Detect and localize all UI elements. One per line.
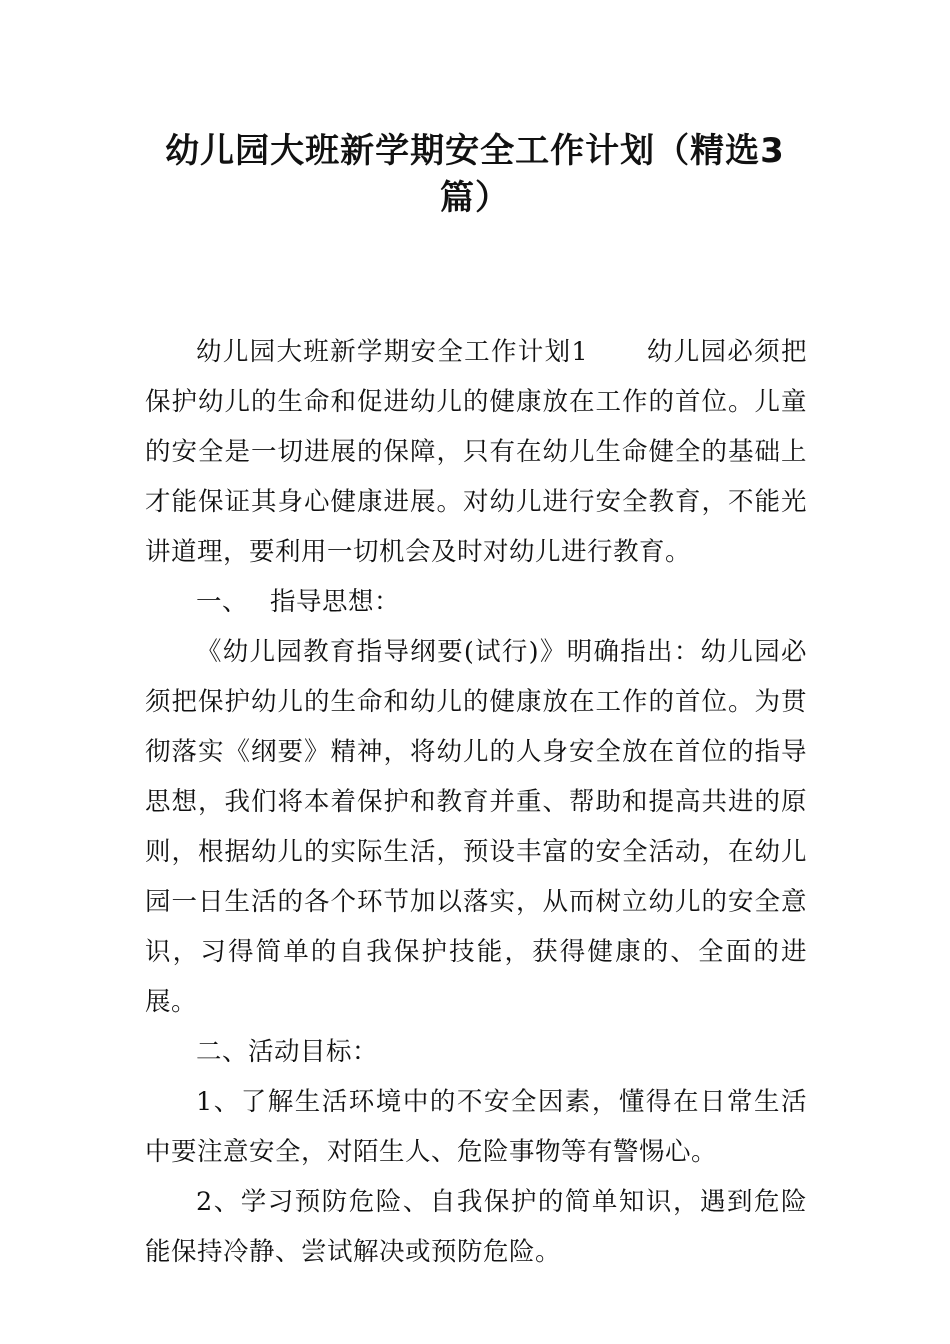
section-title: 指导思想： [270, 587, 401, 617]
section-heading-2: 二、活动目标： [196, 1037, 379, 1067]
section-number: 一、 [196, 587, 249, 617]
paragraph-guideline: 《幼儿园教育指导纲要(试行)》明确指出：幼儿园必须把保护幼儿的生命和幼儿的健康放在工作的首位。为贯彻落实《纲要》精神，将幼儿的人身安全放在首位的指导思想，我们将本着保护和教育并重、帮助和提高共进的原则，根据幼儿的实际生活，预设丰富的安全活动，在幼儿园一日生活的各个环节加以落实，从而树立幼儿的安全意识，习得简单的自我保护技能，获得健康的、全面的进展。 [145, 637, 807, 1017]
list-item-2: 2、学习预防危险、自我保护的简单知识，遇到危险能保持冷静、尝试解决或预防危险。 [145, 1187, 807, 1267]
paragraph-intro [145, 327, 807, 577]
plan-heading: 幼儿园大班新学期安全工作计划1 [196, 337, 589, 367]
section-heading-1 [145, 577, 807, 627]
document-body [145, 327, 807, 1277]
list-item-1: 1、了解生活环境中的不安全因素，懂得在日常生活中要注意安全，对陌生人、危险事物等有警惕心。 [145, 1087, 807, 1167]
document-title: 幼儿园大班新学期安全工作计划（精选3篇） [165, 131, 785, 218]
intro-text: 幼儿园必须把保护幼儿的生命和促进幼儿的健康放在工作的首位。儿童的安全是一切进展的保障，只有在幼儿生命健全的基础上才能保证其身心健康进展。对幼儿进行安全教育，不能光讲道理，要利用一切机会及时对幼儿进行教育。 [145, 337, 807, 567]
